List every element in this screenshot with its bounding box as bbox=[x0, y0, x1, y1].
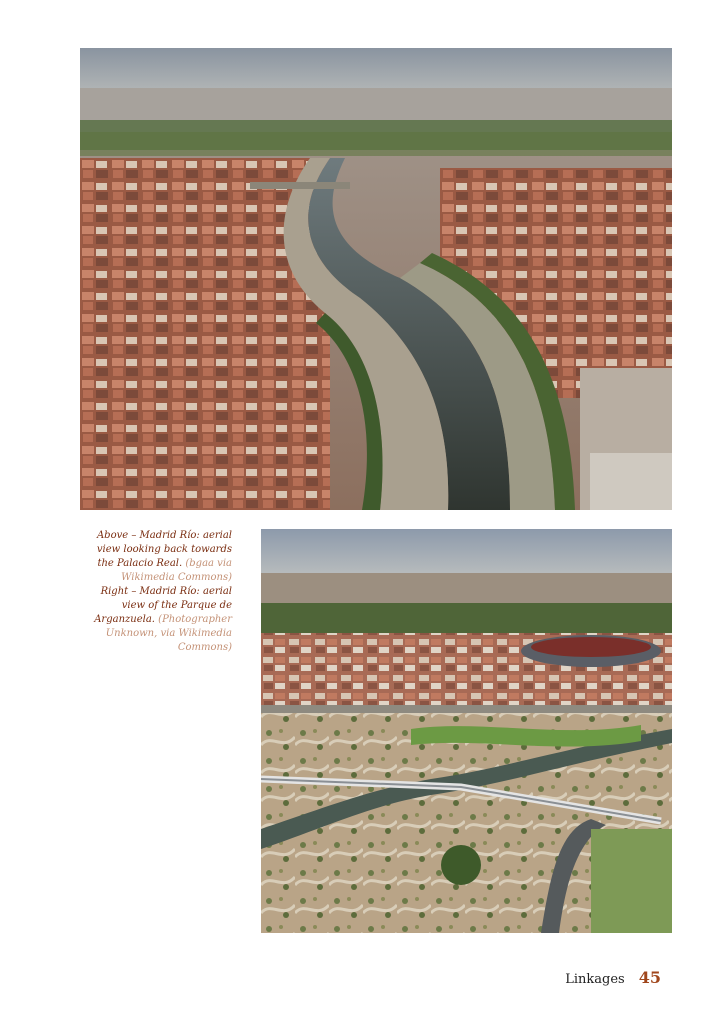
caption-above-credit: (bgaa via Wikimedia Commons) bbox=[121, 558, 232, 583]
caption-above-label: Above – Madrid Río: aerial view looking back towards the Palacio Real. bbox=[96, 530, 232, 569]
caption-right bbox=[82, 585, 232, 655]
running-head: Linkages bbox=[565, 972, 625, 987]
aerial-photo-parque-de-arganzuela bbox=[261, 529, 672, 933]
caption-right-label: Right – Madrid Río: aerial view of the Parque de Arganzuela. bbox=[94, 586, 232, 625]
caption-above bbox=[82, 529, 232, 585]
aerial-photo-madrid-rio-palacio-real bbox=[80, 48, 672, 510]
caption-right-credit: (Photographer Unknown, via Wikimedia Commons) bbox=[105, 614, 232, 653]
photo-captions bbox=[82, 529, 232, 655]
page-footer bbox=[565, 968, 661, 990]
page-number: 45 bbox=[638, 968, 661, 987]
